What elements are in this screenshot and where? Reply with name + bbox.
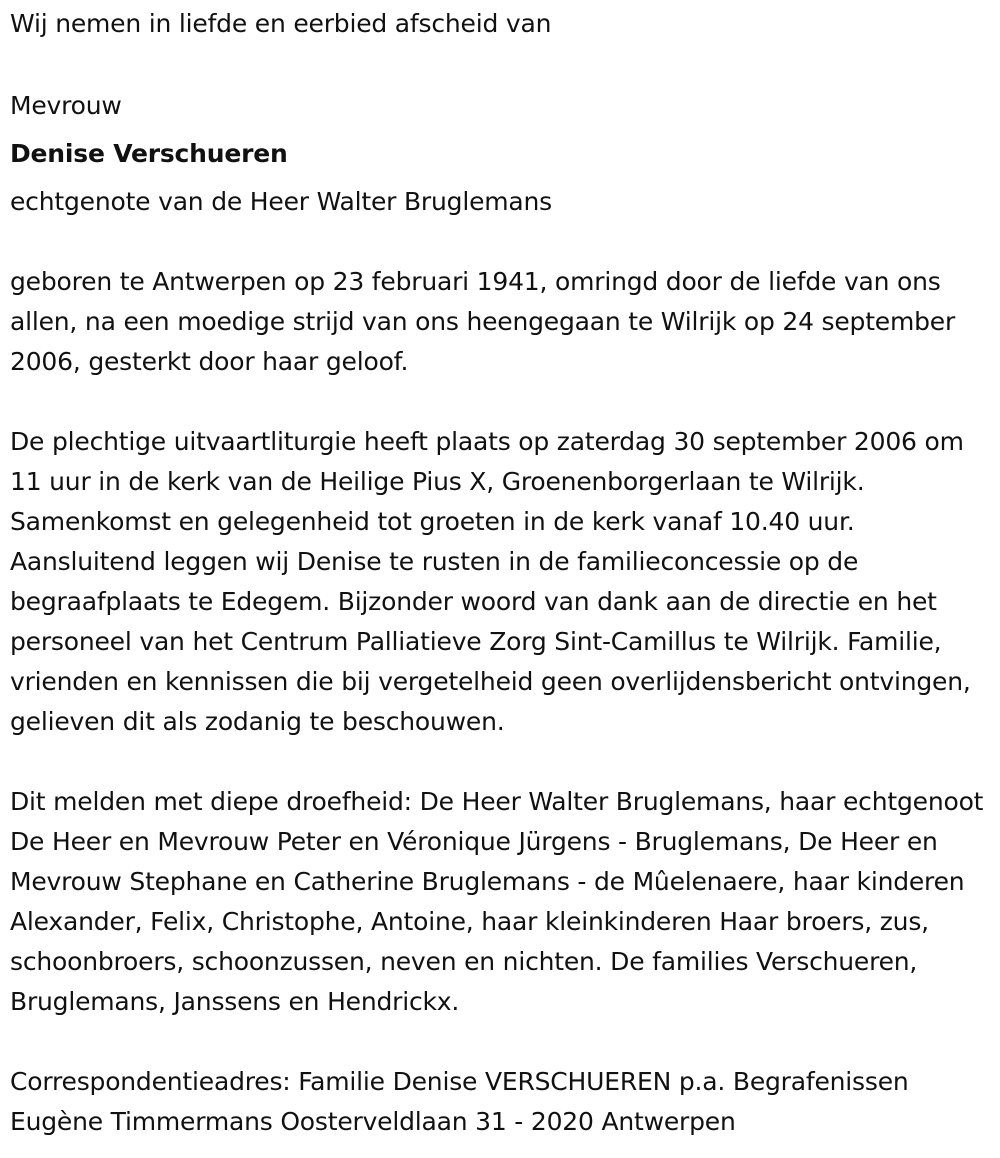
spouse-line: echtgenote van de Heer Walter Bruglemans [10, 187, 552, 216]
deceased-name: Denise Verschueren [10, 139, 288, 168]
birth-death-paragraph: geboren te Antwerpen op 23 februari 1941, omringd door de liefde van ons allen, na een moedige strijd van ons heengegaan te Wilrijk op 24 september 2006, gesterkt door haar geloof. [10, 267, 956, 376]
salutation: Mevrouw [10, 91, 122, 120]
intro-line: Wij nemen in liefde en eerbied afscheid van [10, 9, 552, 38]
family-paragraph: Dit melden met diepe droefheid: De Heer Walter Bruglemans, haar echtgenoot De Heer en Mevrouw Peter en Véronique Jürgens - Bruglemans, De Heer en Mevrouw Stephane en Catherine Bruglemans - de Mûelenaere, haar kinderen Alexander, Felix, Christophe, Antoine, haar kleinkinderen Haar broers, zus, schoonbroers, schoonzussen, neven en nichten. De families Verschueren, Bruglemans, Janssens en Hendrickx. [10, 787, 984, 1016]
correspondence-paragraph: Correspondentieadres: Familie Denise VERSCHUEREN p.a. Begrafenissen Eugène Timmermans Oosterveldlaan 31 - 2020 Antwerpen [10, 1067, 909, 1136]
funeral-paragraph: De plechtige uitvaartliturgie heeft plaats op zaterdag 30 september 2006 om 11 uur in de kerk van de Heilige Pius X, Groenenborgerlaan te Wilrijk. Samenkomst en gelegenheid tot groeten in de kerk vanaf 10.40 uur. Aansluitend leggen wij Denise te rusten in de familieconcessie op de begraafplaats te Edegem. Bijzonder woord van dank aan de directie en het personeel van het Centrum Palliatieve Zorg Sint-Camillus te Wilrijk. Familie, vrienden en kennissen die bij vergetelheid geen overlijdensbericht ontvingen, gelieven dit als zodanig te beschouwen. [10, 427, 971, 736]
